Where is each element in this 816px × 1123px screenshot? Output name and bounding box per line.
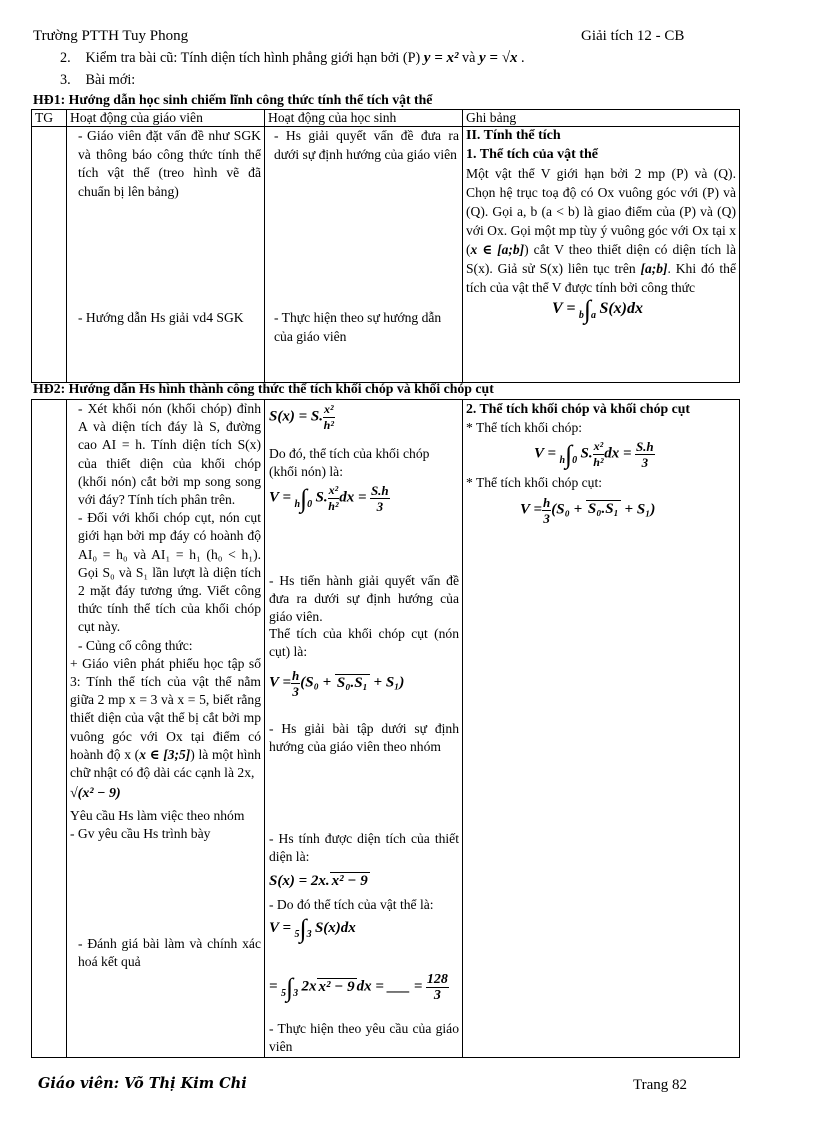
hs-text-c: Thể tích của khối chóp cụt (nón cụt) là: <box>269 626 459 660</box>
col-hs: Hoạt động của học sinh <box>265 110 463 127</box>
gb-text-a: Một vật thể V giới hạn bởi 2 mp (P) và (Q). Chọn hệ trục toạ độ có Ox vuông góc với (P) và (Q). Gọi a, b (a < b) là giao điểm của (P) và (Q) với Ox. Gọi một mp tùy ý vuông góc với Ox tại x ( <box>466 166 737 257</box>
gv-evaluate: - Đánh giá bài làm và chính xác hoá kết quả <box>78 936 261 970</box>
hd2-title: HĐ2: Hướng dẫn Hs hình thành công thức thể tích khối chóp và khối chóp cụt <box>33 381 494 396</box>
hs-area-formula: S(x) = S. $\frac{\text{x²}}{\text{h²}}$ <box>269 402 334 432</box>
gv-consolidate: - Củng cố công thức: <box>78 637 193 653</box>
hd1-table <box>31 109 740 383</box>
gb-text-b: ) cắt V theo thiết diện có diện tích là S(x). Giả sử S(x) liên tục trên <box>466 242 736 276</box>
hs-text-e: - Hs tính được diện tích của thiết diện là: <box>269 831 459 865</box>
gv-worksheet-text-2: ) là một hình chữ nhật có độ dài các cạnh là 2x, <box>70 746 261 781</box>
gv-cell <box>67 400 265 1058</box>
teacher-name: Giáo viên: Võ Thị Kim Chi <box>38 1075 247 1092</box>
tg-cell <box>32 400 67 1058</box>
gv-frustum: - Đối với khối chóp cụt, nón cụt giới hạn bởi mp đáy có hoành độ AI₀ = h₀ và AI₁ = h₁ (h₀ < h₁). Gọi S₀ và S₁ lần lượt là diện tích 2 mặt đáy tương ứng. Viết công thức tính thể tích của khối chóp cụt này. <box>78 510 261 635</box>
gb-section-title: II. Tính thể tích <box>466 128 561 143</box>
hs-cell <box>265 127 463 383</box>
tg-cell <box>32 127 67 383</box>
gb-math-interval: [a;b] <box>640 261 668 276</box>
col-gv: Hoạt động của giáo viên <box>67 110 265 127</box>
list-text: Bài mới: <box>85 72 136 88</box>
col-tg: TG <box>32 110 67 127</box>
hs-cell <box>265 400 463 1058</box>
hs-text-b: - Hs tiến hành giải quyết vấn đề đưa ra dưới sự định hướng của giáo viên. <box>269 573 459 625</box>
pyramid-formula: V = h∫0 S. $\frac{\text{x²}}{\text{h²}}$ dx = $\frac{S.h}{3}$ <box>534 439 654 470</box>
hs-text-1: - Hs giải quyết vấn đề đưa ra dưới sự định hướng của giáo viên <box>274 128 459 162</box>
result-den: 3 <box>433 988 441 1003</box>
and-word: và <box>462 50 476 66</box>
gv-intro: - Xét khối nón (khối chóp) đỉnh A và diện tích đáy là S, đường cao AI = h. Tính diện tích S(x) của thiết diện của khối chóp (khối nón) cắt bởi mp song song với đáy? Tính tích phân trên. <box>78 401 261 508</box>
sqrt-formula: y = √x <box>479 50 518 66</box>
gv-present: - Gv yêu cầu Hs trình bày <box>70 825 211 841</box>
period: . <box>520 50 525 66</box>
col-gb: Ghi bảng <box>463 110 740 127</box>
hs-rect-area: S(x) = 2x. x² − 9 <box>269 873 368 889</box>
hs-text-2: - Thực hiện theo sự hướng dẫn của giáo viên <box>274 310 442 344</box>
gv-group-work: Yêu cầu Hs làm việc theo nhóm <box>70 807 245 823</box>
gv-cell <box>67 127 265 383</box>
hd1-title: HĐ1: Hướng dẫn học sinh chiếm lĩnh công thức tính thể tích vật thể <box>33 92 433 107</box>
parabola-formula: y = x² <box>423 50 459 66</box>
gb-text-c: . Khi đó thể tích của vật thể V được tính bởi công thức <box>466 261 736 295</box>
gb-pyramid-label: * Thể tích khối chóp: <box>466 419 583 435</box>
gb-cell <box>463 127 740 383</box>
list-item-3 <box>60 72 135 89</box>
gv-worksheet <box>70 655 261 782</box>
hs-text-g: - Thực hiện theo yêu cầu của giáo viên <box>269 1021 459 1055</box>
hs-integral: V = 5∫3 S(x)dx <box>269 914 356 943</box>
gv-sqrt: √(x² − 9) <box>70 786 121 802</box>
hs-text-a: Do đó, thể tích của khối chóp (khối nón) là: <box>269 446 430 480</box>
gv-worksheet-text: + Giáo viên phát phiếu học tập số 3: Tính thể tích của vật thể nằm giữa 2 mp x = 3 và x = 5, biết rằng thiết diện của vật thể bị cắt bởi mp vuông góc với Ox tại điểm có hoành độ x ( <box>70 655 261 762</box>
gb-subtitle: 1. Thể tích của vật thể <box>466 146 598 162</box>
hd2-table <box>31 399 740 1058</box>
result-num: 128 <box>426 972 448 987</box>
course-name: Giải tích 12 - CB <box>581 28 685 44</box>
gb-title: 2. Thể tích khối chóp và khối chóp cụt <box>466 401 690 416</box>
gb-frustum-label: * Thể tích khối chóp cụt: <box>466 475 603 490</box>
gb-math-x-in: x ∈ [a;b] <box>470 242 525 257</box>
gb-cell <box>463 400 740 1058</box>
list-number: 3. <box>60 72 71 88</box>
page-number: Trang 82 <box>633 1077 688 1093</box>
list-item-2 <box>60 50 525 67</box>
hs-text-f: - Do đó thể tích của vật thể là: <box>269 897 434 912</box>
hs-cone-volume: V = h∫0 S. $\frac{\text{x²}}{\text{h²}}$ dx = $\frac{S.h}{3}$ <box>269 483 389 514</box>
hs-frustum-formula: V = $\frac{h}{3}$ (S₀ + S₀.S₁ + S₁) <box>269 668 405 699</box>
school-name: Trường PTTH Tuy Phong <box>33 28 189 44</box>
gv-text-2: - Hướng dẫn Hs giải vd4 SGK <box>78 310 244 325</box>
frustum-formula: V = $\frac{h}{3}$ (S₀ + S₀.S₁ + S₁) <box>520 494 656 526</box>
gv-text-1: - Giáo viên đặt vấn đề như SGK và thông báo công thức tính thể tích vật thể (treo hình vẽ đã chuẩn bị lên bảng) <box>78 128 261 199</box>
list-text: Kiểm tra bài cũ: Tính diện tích hình phẳng giới hạn bởi (P) <box>85 50 421 66</box>
gb-paragraph <box>466 164 736 297</box>
volume-formula: V = b∫a S(x)dx <box>552 295 643 324</box>
hs-result: = 5∫3 2x x² − 9 dx = ___ = $\frac{128}{3}$ <box>269 972 448 1003</box>
list-number: 2. <box>60 50 71 66</box>
gv-interval: x ∈ [3;5] <box>139 746 191 762</box>
hs-text-d: - Hs giải bài tập dưới sự định hướng của giáo viên theo nhóm <box>269 721 459 755</box>
